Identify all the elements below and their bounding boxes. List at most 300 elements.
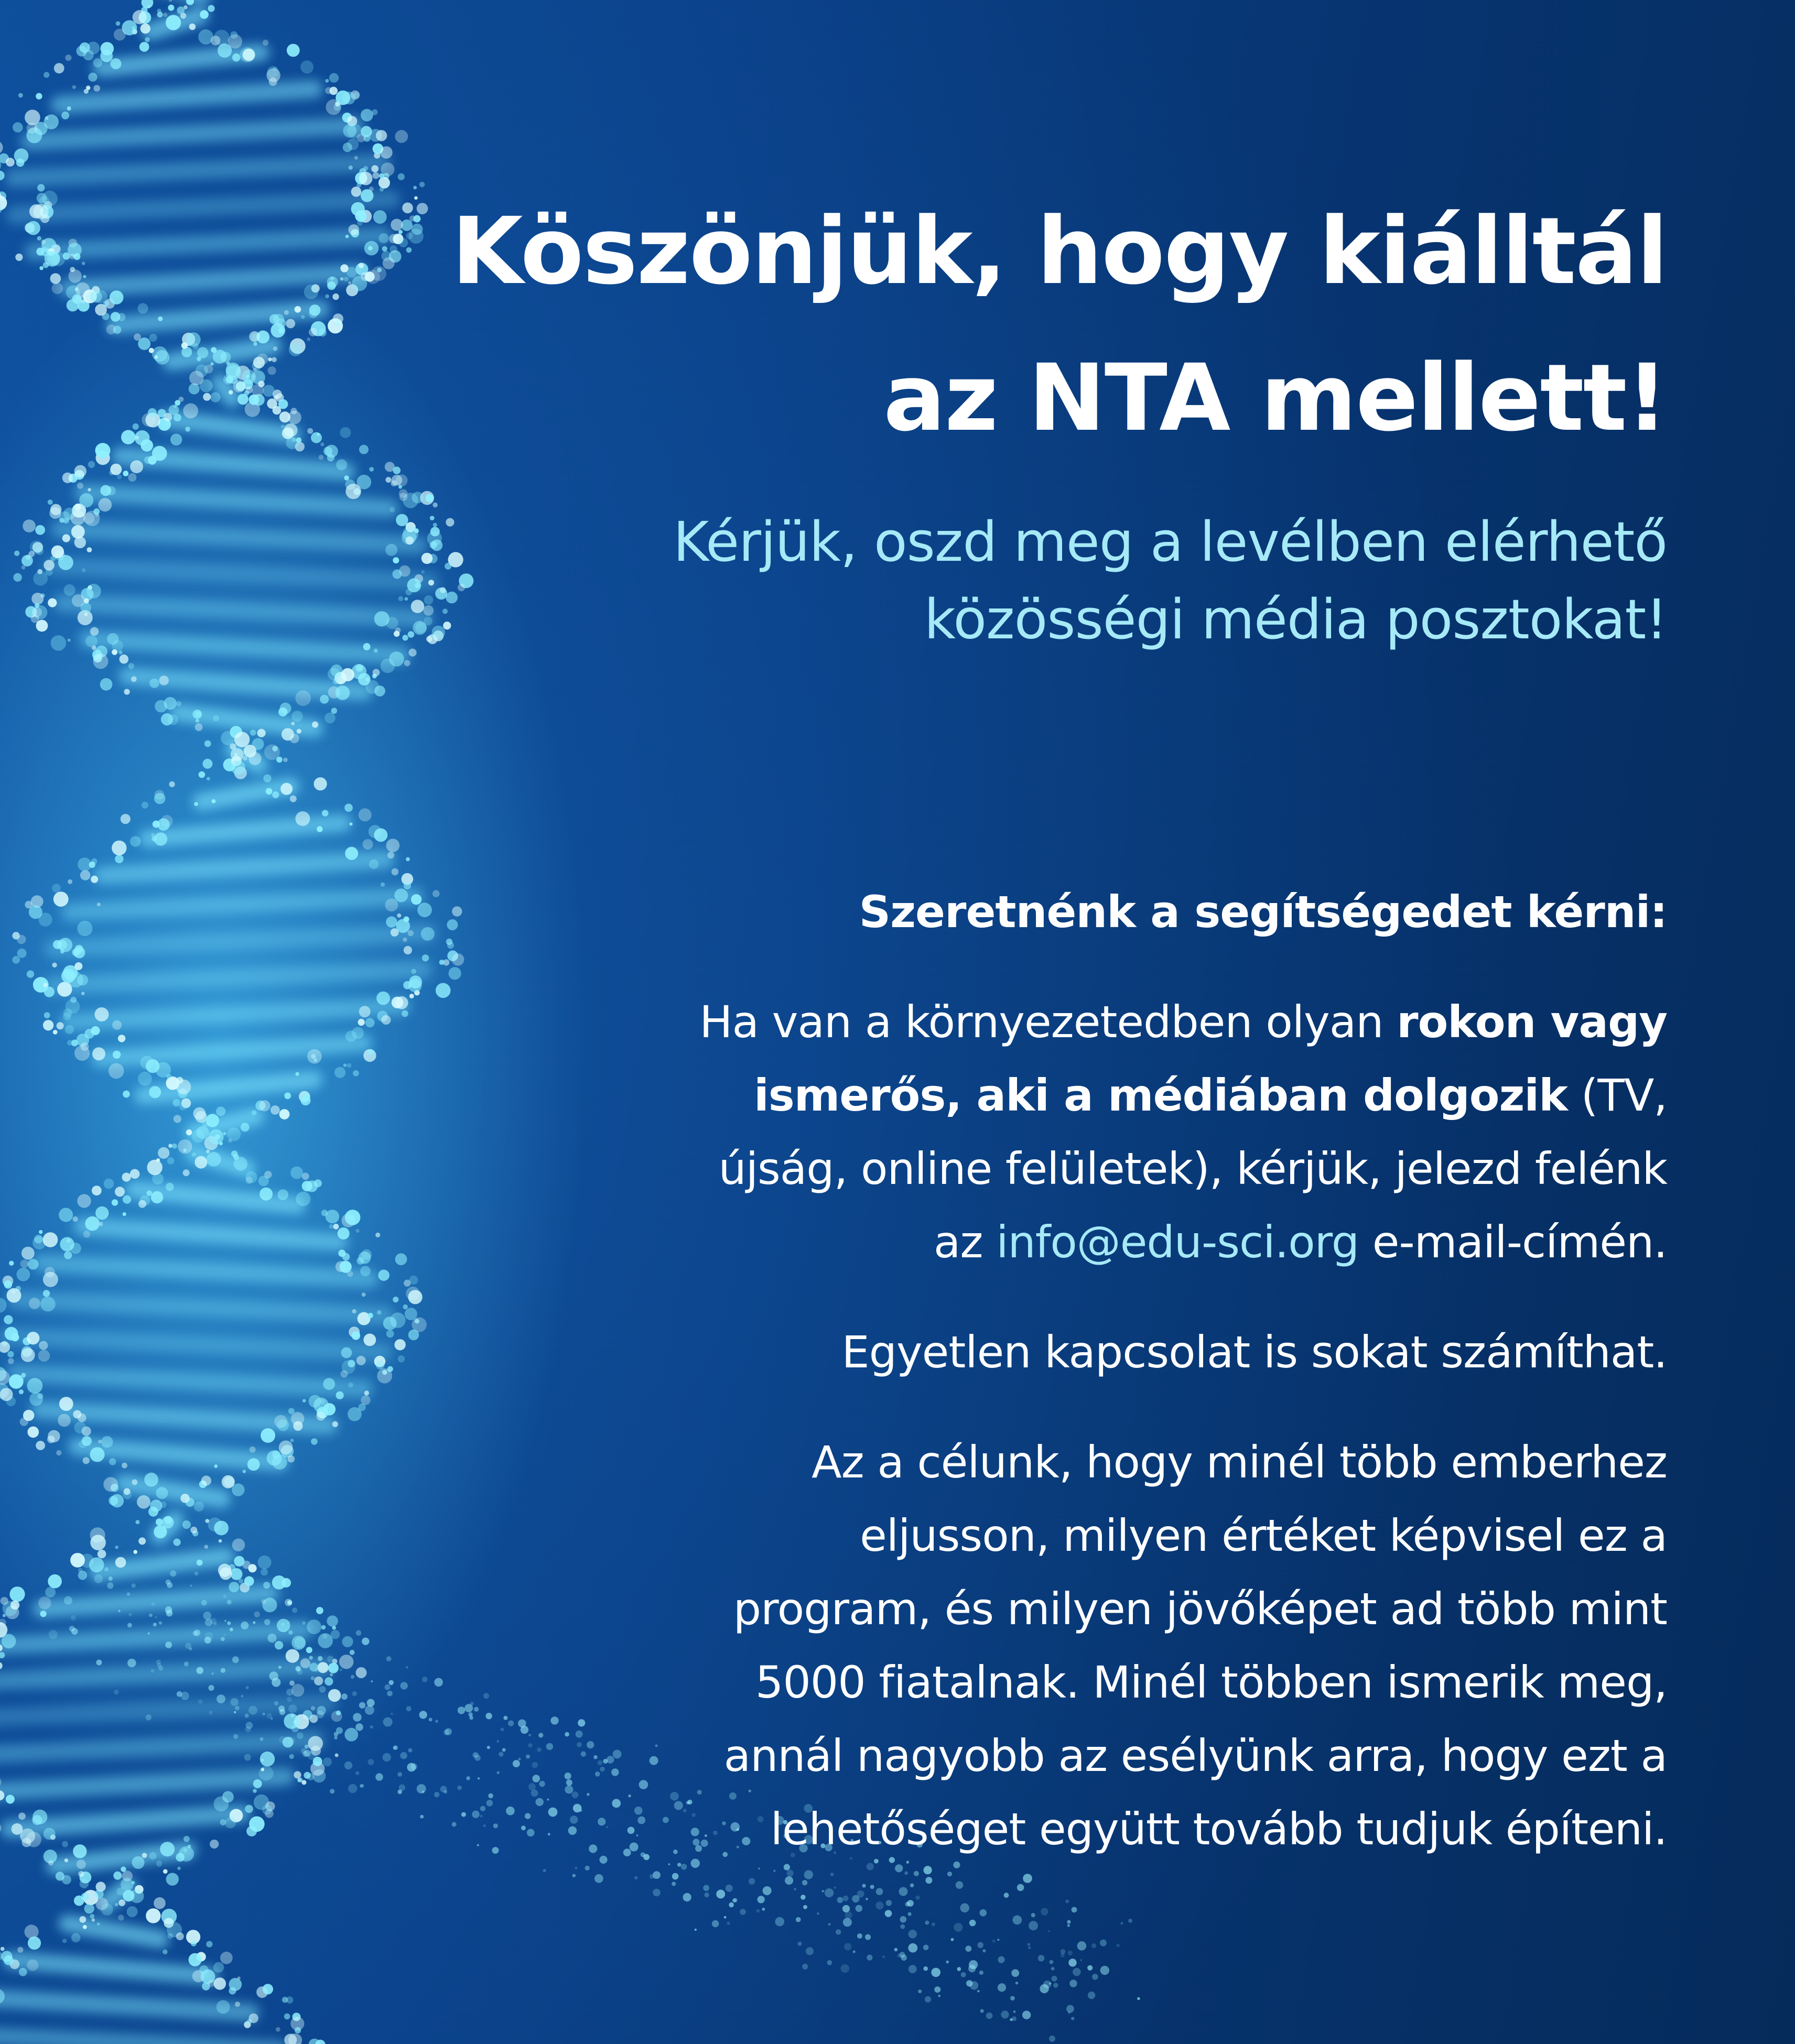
dna-particle [183, 404, 198, 419]
dna-particle [109, 1577, 113, 1581]
dna-particle [48, 1860, 53, 1865]
dna-particle [794, 1888, 796, 1890]
dna-particle [393, 1297, 398, 1302]
dna-particle [156, 1659, 161, 1664]
dna-particle [109, 1458, 116, 1465]
dna-particle [146, 1714, 152, 1720]
dna-particle [221, 1637, 225, 1641]
dna-particle [123, 1091, 130, 1098]
dna-particle [28, 1937, 41, 1950]
dna-particle [287, 1697, 292, 1702]
dna-particle [910, 1884, 914, 1888]
dna-particle [94, 1574, 103, 1583]
dna-particle [213, 715, 219, 722]
dna-particle [48, 1430, 60, 1443]
dna-particle [243, 756, 247, 760]
dna-particle [74, 1422, 86, 1434]
dna-particle [77, 46, 88, 57]
dna-particle [37, 236, 41, 241]
dna-particle [328, 668, 340, 680]
email-link[interactable]: info@edu-sci.org [996, 1216, 1359, 1268]
dna-particle [63, 1012, 71, 1020]
dna-particle [21, 566, 26, 570]
dna-particle [712, 1920, 719, 1927]
dna-particle [114, 1690, 119, 1695]
dna-particle [183, 1848, 188, 1852]
dna-particle [287, 1737, 295, 1745]
dna-particle [219, 1539, 222, 1542]
dna-particle [112, 1020, 122, 1030]
dna-particle [127, 1592, 130, 1595]
dna-particle [60, 1237, 74, 1251]
dna-particle [260, 1737, 264, 1741]
dna-particle [289, 343, 302, 356]
dna-particle [39, 1341, 48, 1350]
dna-particle [231, 1568, 243, 1580]
dna-particle [123, 1212, 126, 1216]
dna-particle [377, 1310, 381, 1314]
dna-particle [315, 1668, 319, 1672]
dna-particle [70, 267, 75, 272]
dna-particle [9, 1261, 14, 1266]
dna-particle [749, 1878, 755, 1884]
dna-particle [70, 510, 85, 525]
dna-particle [81, 992, 84, 995]
dna-particle [284, 2014, 290, 2020]
dna-particle [1038, 1955, 1045, 1962]
dna-particle [220, 1952, 233, 1964]
dna-particle [317, 1711, 325, 1719]
dna-particle [19, 1834, 24, 1838]
dna-particle [91, 1026, 100, 1035]
dna-particle [82, 568, 85, 572]
dna-particle [208, 1685, 214, 1691]
dna-particle [1012, 1915, 1022, 1925]
dna-particle [286, 1649, 299, 1663]
dna-particle [290, 1167, 303, 1179]
dna-particle [194, 802, 198, 806]
dna-particle [252, 384, 264, 396]
dna-particle [381, 659, 395, 673]
dna-particle [358, 673, 371, 686]
help-heading: Szeretnénk a segítségedet kérni: [859, 886, 1667, 938]
dna-particle [218, 1564, 231, 1577]
para1-line3-text: újság, online felületek), kérjük, jelezd felénk [718, 1143, 1667, 1194]
dna-particle [316, 1411, 325, 1420]
dna-particle [149, 348, 154, 353]
dna-particle [758, 1896, 765, 1903]
dna-particle [175, 400, 180, 406]
dna-particle [261, 1428, 275, 1443]
dna-particle [92, 1047, 105, 1060]
dna-particle [204, 1545, 209, 1549]
dna-particle [244, 745, 256, 757]
dna-particle [203, 393, 211, 401]
dna-particle [101, 42, 114, 56]
dna-particle [28, 1259, 39, 1270]
dna-particle [726, 1885, 733, 1892]
dna-particle [947, 1872, 952, 1876]
dna-particle [153, 1623, 157, 1626]
dna-particle [302, 1622, 306, 1625]
dna-particle [1100, 1940, 1107, 1947]
dna-particle [71, 525, 85, 539]
dna-particle [133, 1550, 137, 1554]
dna-particle [77, 1860, 86, 1869]
dna-particle [354, 156, 358, 160]
dna-particle [396, 474, 408, 486]
dna-particle [223, 1634, 226, 1636]
dna-particle [672, 1882, 676, 1886]
dna-particle [907, 1900, 914, 1907]
dna-particle [287, 1622, 290, 1624]
dna-particle [837, 1897, 844, 1904]
dna-particle [817, 1912, 819, 1915]
single-contact-paragraph: Egyetlen kapcsolat is sokat számíthat. [841, 1327, 1667, 1378]
dna-particle [307, 428, 313, 434]
dna-particle [634, 1876, 638, 1880]
dna-particle [1117, 1944, 1120, 1947]
dna-particle [275, 1641, 283, 1649]
dna-particle [349, 166, 353, 170]
dna-particle [1012, 2016, 1017, 2021]
dna-particle [904, 1872, 908, 1875]
dna-particle [395, 130, 408, 143]
dna-particle [653, 1889, 661, 1897]
dna-particle [228, 1139, 232, 1143]
dna-particle [1072, 1907, 1077, 1912]
dna-particle [235, 1706, 240, 1711]
dna-particle [286, 1689, 293, 1695]
dna-particle [206, 1941, 212, 1947]
dna-particle [150, 1499, 162, 1512]
dna-particle [155, 700, 167, 713]
dna-particle [191, 1941, 197, 1947]
dna-particle [309, 328, 317, 336]
dna-particle [72, 85, 76, 89]
dna-particle [320, 695, 329, 704]
dna-particle [1052, 1976, 1057, 1982]
dna-particle [8, 1358, 14, 1364]
dna-particle [284, 1092, 291, 1099]
dna-particle [362, 1292, 366, 1297]
dna-particle [371, 165, 379, 172]
dna-particle [909, 1965, 917, 1973]
dna-particle [852, 1895, 859, 1902]
dna-particle [267, 1634, 276, 1643]
dna-particle [35, 603, 39, 608]
dna-particle [289, 1754, 294, 1759]
dna-particle [130, 1889, 144, 1904]
dna-particle [363, 839, 373, 850]
dna-particle [152, 346, 167, 362]
dna-particle [127, 1659, 136, 1668]
dna-particle [798, 1942, 802, 1946]
dna-particle [190, 1527, 197, 1534]
dna-particle [12, 956, 20, 964]
dna-particle [1022, 2010, 1031, 2019]
dna-particle [59, 1397, 73, 1411]
dna-particle [259, 1100, 270, 1111]
dna-particle [17, 1947, 23, 1953]
dna-particle [406, 857, 410, 862]
dna-particle [821, 1890, 824, 1893]
dna-particle [112, 1199, 118, 1205]
dna-particle [205, 1618, 212, 1626]
subtitle-line-2: közösségi média posztokat! [924, 588, 1667, 651]
dna-particle [801, 1895, 806, 1900]
dna-particle [63, 253, 70, 260]
dna-particle [153, 821, 160, 828]
dna-particle [138, 1537, 146, 1545]
dna-particle [254, 1612, 260, 1617]
dna-particle [271, 1717, 273, 1720]
dna-particle [62, 1939, 67, 1943]
dna-particle [21, 555, 33, 567]
dna-particle [15, 254, 23, 261]
dna-particle [333, 679, 339, 684]
dna-particle [112, 841, 126, 855]
dna-particle [166, 1610, 173, 1617]
dna-particle [116, 21, 121, 26]
dna-particle [62, 1841, 68, 1847]
dna-particle [376, 130, 387, 141]
dna-particle [29, 905, 42, 919]
dna-particle [97, 1922, 100, 1926]
dna-particle [352, 1309, 356, 1313]
dna-particle [263, 774, 271, 782]
dna-particle [192, 1129, 205, 1143]
dna-particle [756, 1909, 760, 1913]
dna-particle [44, 983, 48, 987]
dna-particle [924, 1866, 932, 1874]
dna-particle [44, 72, 49, 78]
dna-particle [94, 1889, 103, 1898]
dna-particle [14, 148, 29, 163]
dna-particle [74, 962, 82, 970]
dna-particle [67, 1040, 73, 1046]
dna-particle [380, 146, 393, 159]
dna-particle [176, 1932, 184, 1940]
dna-particle [90, 1914, 94, 1919]
dna-particle [235, 2002, 240, 2007]
dna-particle [969, 1920, 976, 1927]
dna-particle [703, 1885, 709, 1891]
dna-particle [284, 310, 289, 315]
dna-particle [80, 1042, 89, 1051]
dna-particle [386, 839, 400, 852]
dna-particle [374, 686, 385, 697]
dna-particle [271, 1105, 280, 1115]
dna-particle [128, 663, 134, 669]
dna-particle [82, 1436, 92, 1446]
dna-particle [33, 571, 48, 586]
dna-particle [78, 1871, 84, 1877]
dna-particle [93, 85, 100, 92]
dna-particle [273, 346, 278, 351]
dna-particle [317, 826, 322, 832]
para3-line-2: eljusson, milyen értéket képvisel ez a [860, 1510, 1667, 1561]
dna-particle [21, 1348, 35, 1362]
dna-particle [954, 1923, 963, 1932]
media-contact-paragraph [325, 985, 1667, 1279]
dna-particle [300, 1095, 310, 1105]
dna-particle [121, 430, 135, 444]
dna-particle [83, 275, 86, 278]
dna-particle [785, 1876, 793, 1885]
dna-particle [149, 1852, 157, 1860]
para1-line4-prefix: az [933, 1216, 997, 1268]
dna-particle [177, 6, 185, 14]
dna-particle [914, 1871, 919, 1876]
dna-particle [44, 1012, 50, 1018]
dna-particle [882, 1955, 885, 1958]
dna-particle [901, 1955, 907, 1961]
dna-particle [74, 504, 81, 510]
dna-particle [214, 1464, 218, 1468]
dna-particle [223, 375, 233, 385]
dna-particle [234, 1556, 244, 1567]
dna-particle [56, 1450, 61, 1455]
dna-particle [128, 1613, 132, 1616]
dna-particle [387, 852, 394, 858]
dna-particle [314, 1677, 323, 1686]
dna-particle [227, 1622, 231, 1625]
dna-particle [189, 24, 196, 30]
dna-particle [9, 1586, 25, 1602]
dna-particle [196, 1667, 203, 1675]
dna-particle [291, 711, 303, 722]
dna-particle [246, 1722, 253, 1729]
dna-particle [174, 1115, 181, 1123]
dna-particle [449, 967, 461, 980]
dna-particle [159, 1621, 162, 1624]
dna-particle [207, 777, 210, 780]
dna-particle [37, 184, 45, 191]
dna-particle [142, 802, 148, 809]
dna-particle [292, 1607, 297, 1613]
dna-particle [452, 953, 464, 966]
dna-particle [363, 166, 368, 171]
dna-particle [290, 796, 297, 802]
dna-particle [290, 1439, 294, 1442]
dna-particle [329, 87, 338, 95]
dna-particle [250, 730, 256, 736]
dna-particle [172, 1099, 180, 1106]
dna-particle [33, 1810, 47, 1824]
dna-particle [149, 679, 159, 688]
dna-particle [1068, 1959, 1076, 1966]
dna-particle [213, 1962, 224, 1973]
dna-particle [998, 1983, 1006, 1992]
dna-particle [163, 1950, 167, 1954]
dna-particle [137, 303, 148, 313]
dna-particle [184, 1661, 189, 1666]
dna-particle [309, 1656, 313, 1659]
dna-particle [258, 1556, 272, 1569]
dna-particle [165, 1641, 172, 1648]
dna-particle [232, 53, 240, 61]
dna-particle [253, 1621, 255, 1624]
dna-particle [112, 640, 123, 651]
dna-particle [84, 613, 88, 616]
dna-particle [111, 1494, 124, 1508]
dna-particle [870, 1885, 874, 1889]
dna-particle [980, 2009, 984, 2013]
dna-particle [148, 408, 157, 417]
dna-particle [95, 304, 107, 316]
dna-particle [95, 1206, 109, 1220]
dna-particle [313, 1058, 317, 1062]
dna-particle [263, 40, 268, 46]
dna-particle [1066, 2005, 1074, 2013]
dna-particle [41, 240, 46, 244]
dna-particle [1100, 1966, 1109, 1975]
dna-particle [1028, 1947, 1031, 1949]
dna-particle [802, 1964, 808, 1970]
dna-particle [249, 1817, 265, 1832]
dna-particle [280, 783, 293, 795]
goal-paragraph [325, 1426, 1667, 1866]
dna-particle [27, 1378, 43, 1394]
dna-particle [198, 29, 213, 45]
dna-particle [157, 9, 161, 13]
dna-particle [174, 414, 181, 421]
dna-particle [306, 1647, 312, 1653]
dna-particle [288, 1704, 297, 1713]
dna-particle [237, 394, 248, 405]
dna-particle [151, 1191, 163, 1203]
dna-particle [245, 1714, 249, 1718]
dna-particle [211, 799, 215, 803]
dna-particle [26, 221, 40, 235]
dna-particle [1050, 1960, 1054, 1964]
dna-particle [148, 1633, 150, 1635]
dna-particle [979, 1971, 983, 1975]
dna-particle [217, 1694, 225, 1703]
dna-particle [118, 650, 123, 655]
dna-particle [857, 1933, 862, 1939]
dna-particle [37, 1393, 43, 1399]
dna-particle [23, 519, 36, 532]
dna-particle [186, 332, 200, 346]
dna-particle [291, 1412, 304, 1425]
dna-particle [301, 315, 305, 319]
dna-particle [304, 1750, 311, 1757]
dna-particle [727, 1922, 730, 1925]
dna-particle [139, 42, 149, 52]
dna-particle [314, 777, 327, 790]
dna-particle [93, 508, 100, 515]
dna-particle [1067, 1924, 1070, 1927]
dna-particle [207, 1152, 221, 1167]
dna-particle [91, 876, 98, 883]
dna-particle [130, 836, 141, 847]
dna-particle [206, 1150, 210, 1154]
dna-particle [262, 1713, 265, 1715]
dna-particle [209, 1711, 212, 1714]
dna-particle [101, 1904, 113, 1916]
dna-particle [28, 1427, 39, 1438]
dna-particle [325, 713, 336, 724]
dna-particle [84, 89, 89, 94]
dna-particle [252, 333, 259, 341]
dna-particle [374, 828, 387, 842]
dna-particle [170, 1570, 176, 1577]
dna-particle [107, 1582, 113, 1589]
dna-particle [411, 969, 416, 974]
dna-particle [148, 456, 157, 465]
